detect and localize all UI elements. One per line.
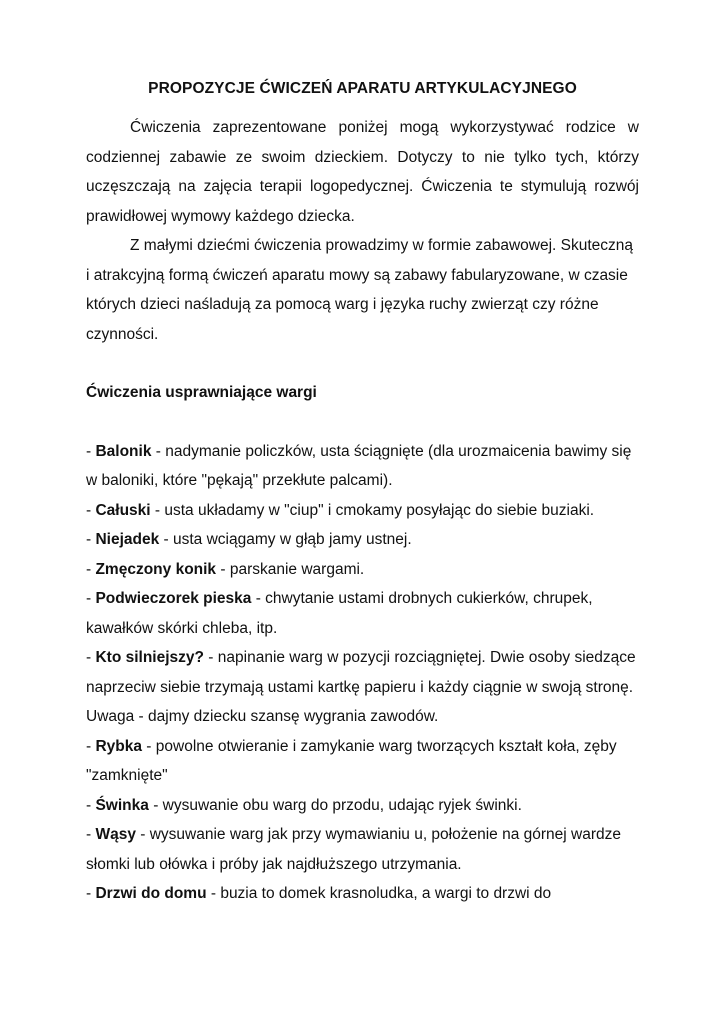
exercise-name: Kto silniejszy? (95, 649, 204, 666)
list-item: - Rybka - powolne otwieranie i zamykanie warg tworzących kształt koła, zęby "zamknięte" (86, 737, 617, 784)
list-item: - Całuski - usta układamy w "ciup" i cmokamy posyłając do siebie buziaki. (86, 501, 595, 519)
exercise-name: Balonik (95, 442, 152, 460)
section-heading: Ćwiczenia usprawniające wargi (86, 384, 317, 401)
exercise-description: - powolne otwieranie i zamykanie warg tworzących kształt koła, zęby "zamknięte" (86, 737, 617, 784)
list-item: - Drzwi do domu - buzia to domek krasnoludka, a wargi to drzwi do (86, 885, 552, 902)
exercise-description: - parskanie wargami. (216, 560, 365, 578)
list-item: - Kto silniejszy? - napinanie warg w pozycji rozciągniętej. Dwie osoby siedzące naprzeciw siebie trzymają ustami kartkę papieru i każdy ciągnie w swoją stronę. Uwaga - dajmy dziecku szansę wygrania zawodów. (86, 649, 636, 725)
exercise-name: Rybka (95, 737, 142, 755)
intro-paragraph-1: Ćwiczenia zaprezentowane poniżej mogą wykorzystywać rodzice w codziennej zabawie ze swoim dzieckiem. Dotyczy to nie tylko tych, którzy uczęszczają na zajęcia terapii logopedycznej. Ćwiczenia te stymulują rozwój prawidłowej wymowy każdego dziecka. (86, 119, 639, 225)
exercise-description: - wysuwanie obu warg do przodu, udając ryjek świnki. (148, 796, 522, 814)
exercise-description: - napinanie warg w pozycji rozciągniętej. Dwie osoby siedzące naprzeciw siebie trzymają ustami kartkę papieru i każdy ciągnie w swoją stronę. Uwaga - dajmy dziecku szansę wygrania zawodów. (86, 649, 636, 725)
exercise-name: Drzwi do domu (95, 885, 207, 902)
list-item: - Balonik - nadymanie policzków, usta ściągnięte (dla urozmaicenia bawimy się w baloniki, które "pękają" przekłute palcami). (86, 442, 632, 489)
exercise-description: - usta układamy w "ciup" i cmokamy posyłając do siebie buziaki. (150, 501, 595, 519)
exercise-name: Całuski (95, 501, 151, 519)
spacer (86, 408, 639, 437)
list-item: - Zmęczony konik - parskanie wargami. (86, 560, 365, 578)
exercise-list (86, 437, 639, 909)
intro-paragraph-2: Z małymi dziećmi ćwiczenia prowadzimy w formie zabawowej. Skuteczną i atrakcyjną formą ćwiczeń aparatu mowy są zabawy fabularyzowane, w czasie których dzieci naśladują za pomocą warg i języka ruchy zwierząt czy różne czynności. (86, 237, 634, 343)
exercise-name: Niejadek (95, 531, 160, 548)
list-item: - Niejadek - usta wciągamy w głąb jamy ustnej. (86, 531, 412, 548)
exercise-name: Podwieczorek pieska (95, 590, 252, 607)
exercise-name: Świnka (95, 796, 149, 814)
exercise-description: - nadymanie policzków, usta ściągnięte (dla urozmaicenia bawimy się w baloniki, które "pękają" przekłute palcami). (86, 442, 632, 489)
spacer (86, 349, 639, 378)
exercise-description: - wysuwanie warg jak przy wymawianiu u, położenie na górnej wardze słomki lub ołówka i próby jak najdłuższego utrzymania. (86, 826, 622, 873)
list-item: - Podwieczorek pieska - chwytanie ustami drobnych cukierków, chrupek, kawałków skórki chleba, itp. (86, 590, 593, 637)
exercise-name: Wąsy (95, 826, 136, 843)
exercise-description: - buzia to domek krasnoludka, a wargi to drzwi do (206, 885, 552, 902)
document-page (86, 70, 639, 909)
list-item: - Świnka - wysuwanie obu warg do przodu, udając ryjek świnki. (86, 796, 522, 814)
exercise-description: - usta wciągamy w głąb jamy ustnej. (159, 531, 412, 548)
document-title: PROPOZYCJE ĆWICZEŃ APARATU ARTYKULACYJNEGO (148, 80, 577, 97)
exercise-name: Zmęczony konik (95, 560, 217, 578)
list-item: - Wąsy - wysuwanie warg jak przy wymawianiu u, położenie na górnej wardze słomki lub ołówka i próby jak najdłuższego utrzymania. (86, 826, 622, 873)
exercise-description: - chwytanie ustami drobnych cukierków, chrupek, kawałków skórki chleba, itp. (86, 590, 593, 637)
